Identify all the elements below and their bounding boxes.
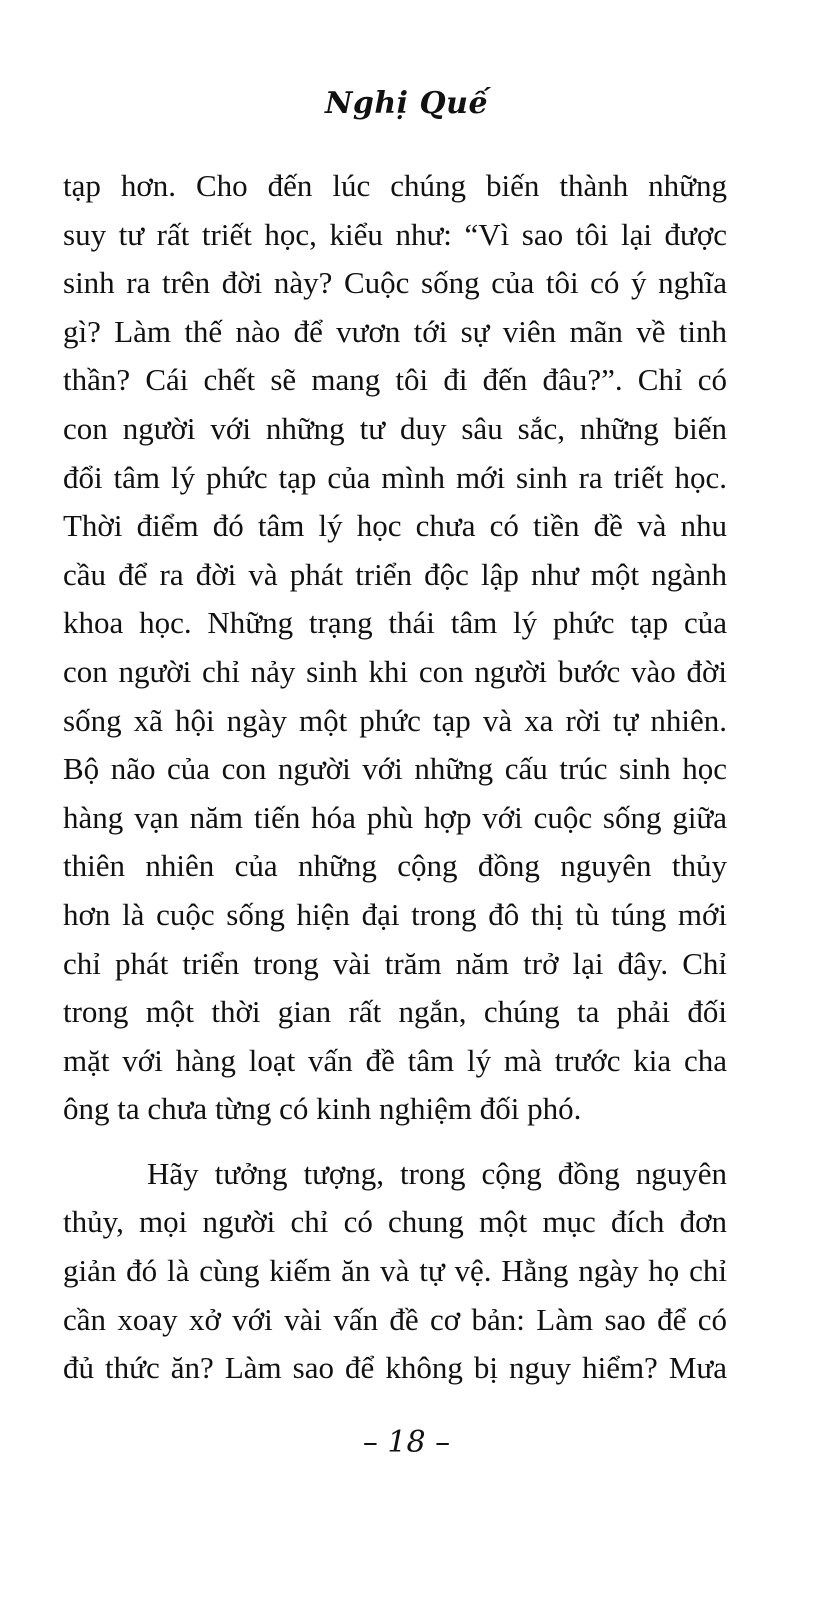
text-line: giản đó là cùng kiếm ăn và tự vệ. Hằng ngày họ chỉ — [63, 1253, 727, 1289]
paragraph — [63, 162, 727, 1134]
paragraph — [63, 1150, 727, 1393]
page-number: – 18 – — [362, 1425, 451, 1460]
text-line: trong một thời gian rất ngắn, chúng ta phải đối — [63, 994, 727, 1030]
text-line: mặt với hàng loạt vấn đề tâm lý mà trước kia cha — [63, 1042, 727, 1078]
text-line: cần xoay xở với vài vấn đề cơ bản: Làm sao để có — [63, 1301, 727, 1337]
text-line: Hãy tưởng tượng, trong cộng đồng nguyên — [147, 1155, 727, 1191]
running-header: Nghị Quế — [324, 86, 489, 121]
text-line: hơn là cuộc sống hiện đại trong đô thị tù túng mới — [63, 896, 727, 932]
text-line: chỉ phát triển trong vài trăm năm trở lại đây. Chỉ — [63, 945, 727, 981]
text-line: khoa học. Những trạng thái tâm lý phức tạp của — [63, 605, 727, 641]
text-line: ông ta chưa từng có kinh nghiệm đối phó. — [63, 1091, 582, 1127]
text-line: gì? Làm thế nào để vươn tới sự viên mãn về tinh — [63, 313, 727, 349]
text-line: Bộ não của con người với những cấu trúc sinh học — [63, 751, 727, 787]
text-line: sống xã hội ngày một phức tạp và xa rời tự nhiên. — [63, 702, 727, 738]
text-line: Thời điểm đó tâm lý học chưa có tiền đề và nhu — [63, 508, 727, 544]
text-line: suy tư rất triết học, kiểu như: “Vì sao tôi lại được — [63, 216, 727, 252]
text-line: con người với những tư duy sâu sắc, những biến — [63, 410, 727, 446]
text-line: con người chỉ nảy sinh khi con người bước vào đời — [63, 653, 727, 689]
text-line: đủ thức ăn? Làm sao để không bị nguy hiểm? Mưa — [63, 1350, 727, 1386]
text-line: tạp hơn. Cho đến lúc chúng biến thành những — [63, 168, 727, 203]
text-line: đổi tâm lý phức tạp của mình mới sinh ra triết học. — [63, 459, 727, 495]
text-line: cầu để ra đời và phát triển độc lập như một ngành — [63, 556, 727, 592]
text-line: thủy, mọi người chỉ có chung một mục đích đơn — [63, 1204, 727, 1240]
paragraph-spacer — [63, 1134, 727, 1150]
text-line: hàng vạn năm tiến hóa phù hợp với cuộc sống giữa — [63, 799, 727, 835]
text-line: sinh ra trên đời này? Cuộc sống của tôi có ý nghĩa — [63, 265, 727, 301]
body-text — [63, 162, 727, 1393]
text-line: thiên nhiên của những cộng đồng nguyên thủy — [63, 848, 727, 884]
text-line: thần? Cái chết sẽ mang tôi đi đến đâu?”. Chỉ có — [63, 362, 727, 398]
